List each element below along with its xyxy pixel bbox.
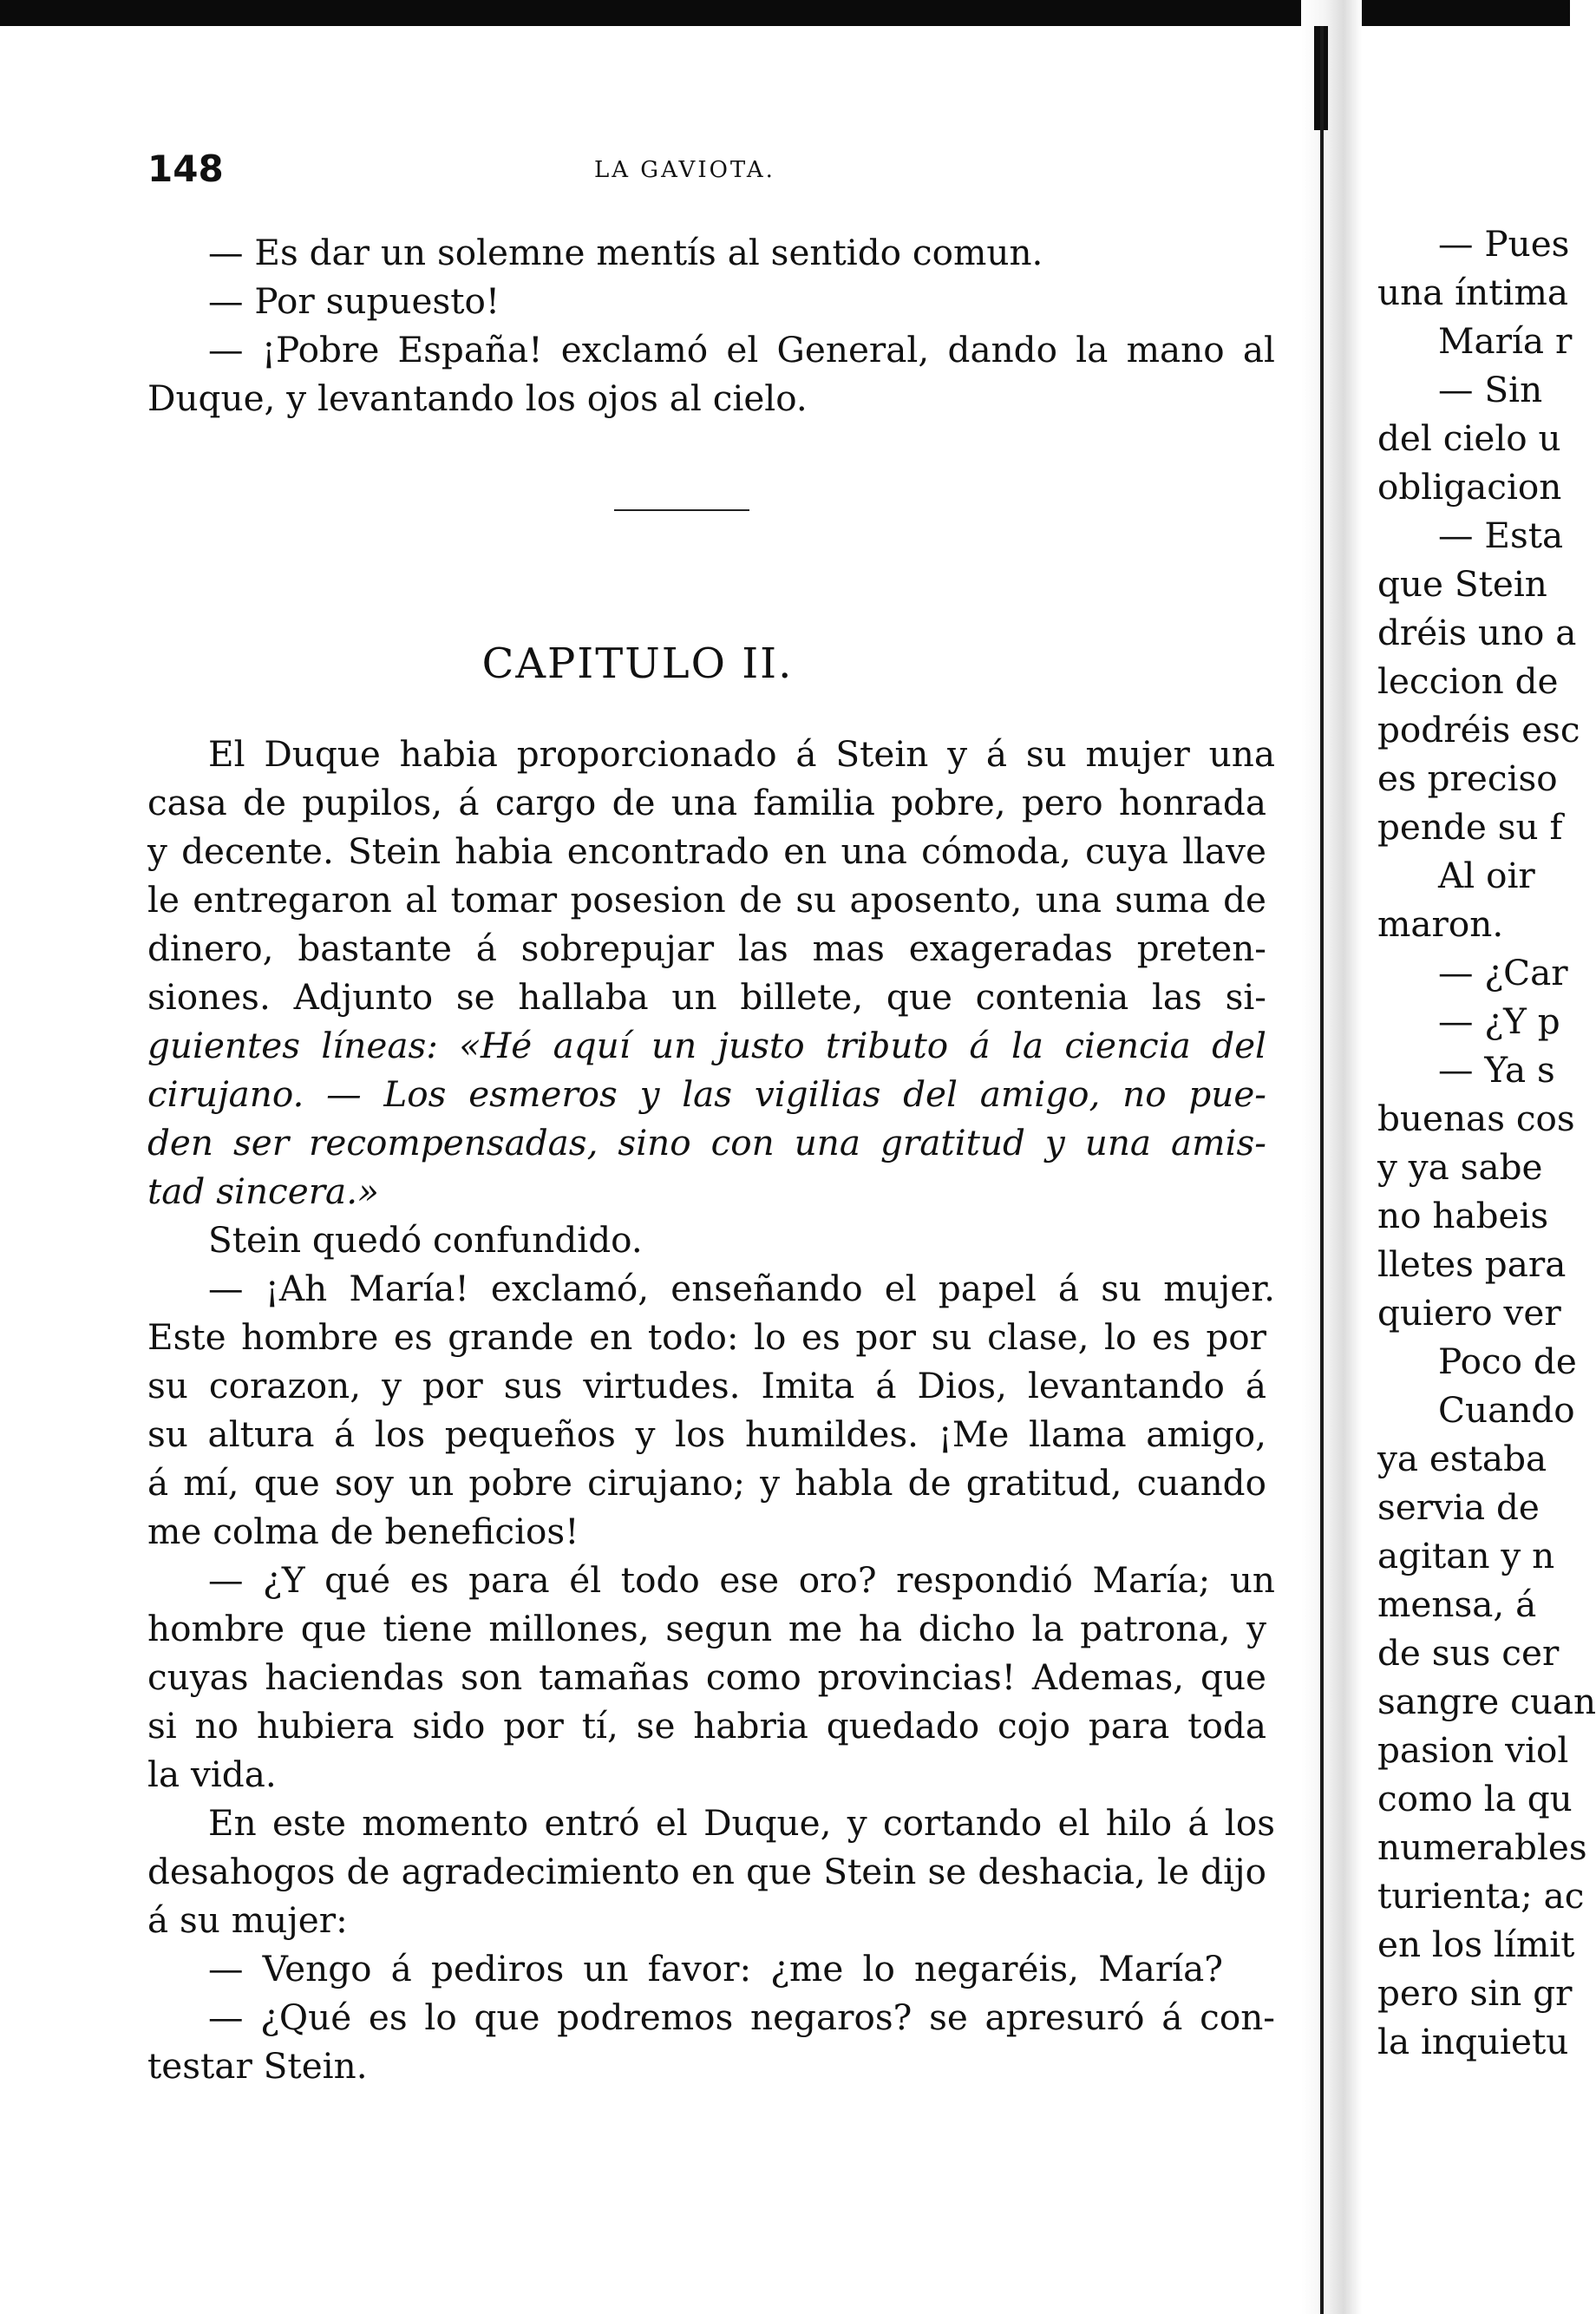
body-line: — ¿Qué es lo que podremos negaros? se apresuró á con- [208, 1996, 1275, 2038]
right-page-line: ya estaba [1377, 1438, 1547, 1479]
right-page-line: — ¿Car [1438, 952, 1568, 993]
right-page-line: de sus cer [1377, 1632, 1560, 1674]
right-page-line: la inquietu [1377, 2021, 1569, 2062]
body-line: testar Stein. [147, 2045, 368, 2087]
right-page-fragment [1362, 26, 1596, 2314]
body-line: hombre que tiene millones, segun me ha dicho la patrona, y [147, 1608, 1266, 1649]
chapter-title: CAPITULO II. [481, 639, 794, 688]
right-page-line: lletes para [1377, 1243, 1567, 1285]
right-page-line: pende su f [1377, 806, 1563, 848]
right-page-line: quiero ver [1377, 1292, 1561, 1334]
body-line: la vida. [147, 1754, 277, 1795]
right-page-line: pasion viol [1377, 1729, 1569, 1771]
body-line-italic: guientes líneas: «Hé aquí un justo tributo á la ciencia del [147, 1025, 1266, 1066]
body-line: El Duque habia proporcionado á Stein y á su mujer una [208, 733, 1275, 775]
right-page-line: una íntima [1377, 272, 1569, 313]
body-line: á mí, que soy un pobre cirujano; y habla de gratitud, cuando [147, 1462, 1266, 1504]
body-line: Este hombre es grande en todo: lo es por su clase, lo es por [147, 1316, 1266, 1358]
body-line: — ¿Y qué es para él todo ese oro? respondió María; un [208, 1559, 1275, 1601]
body-line: cuyas haciendas son tamañas como provincias! Ademas, que [147, 1656, 1266, 1698]
body-line: su altura á los pequeños y los humildes. ¡Me llama amigo, [147, 1413, 1266, 1455]
right-page-line: buenas cos [1377, 1098, 1575, 1139]
page-number: 148 [147, 147, 224, 190]
section-end-line-2: — Por supuesto! [208, 280, 500, 322]
body-line: y decente. Stein habia encontrado en una cómoda, cuya llave [147, 830, 1266, 872]
right-page-line: del cielo u [1377, 417, 1561, 459]
right-page-line: no habeis [1377, 1195, 1549, 1236]
right-page-line: agitan y n [1377, 1535, 1555, 1577]
right-page-line: turienta; ac [1377, 1875, 1585, 1917]
body-line: me colma de beneficios! [147, 1511, 579, 1552]
body-line: — Vengo á pediros un favor: ¿me lo negaréis, María? [208, 1948, 1223, 1990]
body-line: su corazon, y por sus virtudes. Imita á Dios, levantando á [147, 1365, 1266, 1406]
body-line: desahogos de agradecimiento en que Stein se deshacia, le dijo [147, 1851, 1266, 1892]
body-line: dinero, bastante á sobrepujar las mas exageradas preten- [147, 928, 1266, 969]
right-page-line: mensa, á [1377, 1583, 1537, 1625]
book-gutter [1301, 0, 1362, 2314]
body-line: casa de pupilos, á cargo de una familia pobre, pero honrada [147, 782, 1266, 823]
body-line-italic: den ser recompensadas, sino con una gratitud y una amis- [147, 1122, 1266, 1164]
section-end-line-4: Duque, y levantando los ojos al cielo. [147, 377, 808, 419]
right-page-line: — Esta [1438, 515, 1564, 556]
right-page-line: y ya sabe [1377, 1146, 1543, 1188]
body-line-italic: tad sincera.» [147, 1170, 379, 1212]
spine-line [1320, 26, 1324, 2314]
right-page-line: numerables [1377, 1826, 1587, 1868]
right-page-line: en los límit [1377, 1924, 1575, 1965]
right-page-line: Al oir [1438, 855, 1535, 896]
right-page-line: que Stein [1377, 563, 1547, 605]
right-page-line: como la qu [1377, 1778, 1573, 1819]
right-page-line: María r [1438, 320, 1573, 362]
right-page-line: servia de [1377, 1486, 1540, 1528]
right-page-line: obligacion [1377, 466, 1562, 508]
right-page-line: Poco de [1438, 1341, 1577, 1382]
right-page-line: Cuando [1438, 1389, 1575, 1431]
right-page-line: — Ya s [1438, 1049, 1555, 1091]
right-page-line: — Pues [1438, 223, 1570, 265]
right-page-line: dréis uno a [1377, 612, 1577, 653]
running-head [147, 143, 1275, 195]
right-page-line: pero sin gr [1377, 1972, 1573, 2014]
right-page-line: leccion de [1377, 660, 1559, 702]
right-page-line: sangre cuan [1377, 1681, 1596, 1722]
body-line: si no hubiera sido por tí, se habria quedado cojo para toda [147, 1705, 1266, 1747]
body-line: — ¡Ah María! exclamó, enseñando el papel á su mujer. [208, 1268, 1275, 1309]
right-page-line: maron. [1377, 903, 1504, 945]
right-page-line: — Sin [1438, 369, 1543, 410]
right-page-line: es preciso [1377, 757, 1558, 799]
body-line: En este momento entró el Duque, y cortando el hilo á los [208, 1802, 1275, 1844]
body-line: á su mujer: [147, 1899, 348, 1941]
body-line: Stein quedó confundido. [208, 1219, 643, 1261]
body-line: le entregaron al tomar posesion de su aposento, una suma de [147, 879, 1266, 921]
section-end-line-3: — ¡Pobre España! exclamó el General, dando la mano al [208, 329, 1275, 370]
book-title: LA GAVIOTA. [594, 157, 775, 183]
right-page-line: — ¿Y p [1438, 1000, 1560, 1042]
right-page-line: podréis esc [1377, 709, 1580, 751]
body-line: siones. Adjunto se hallaba un billete, que contenia las si- [147, 976, 1266, 1018]
body-line-italic: cirujano. — Los esmeros y las vigilias del amigo, no pue- [147, 1073, 1266, 1115]
section-end-line-1: — Es dar un solemne mentís al sentido comun. [208, 232, 1043, 273]
section-divider-rule [614, 509, 749, 511]
